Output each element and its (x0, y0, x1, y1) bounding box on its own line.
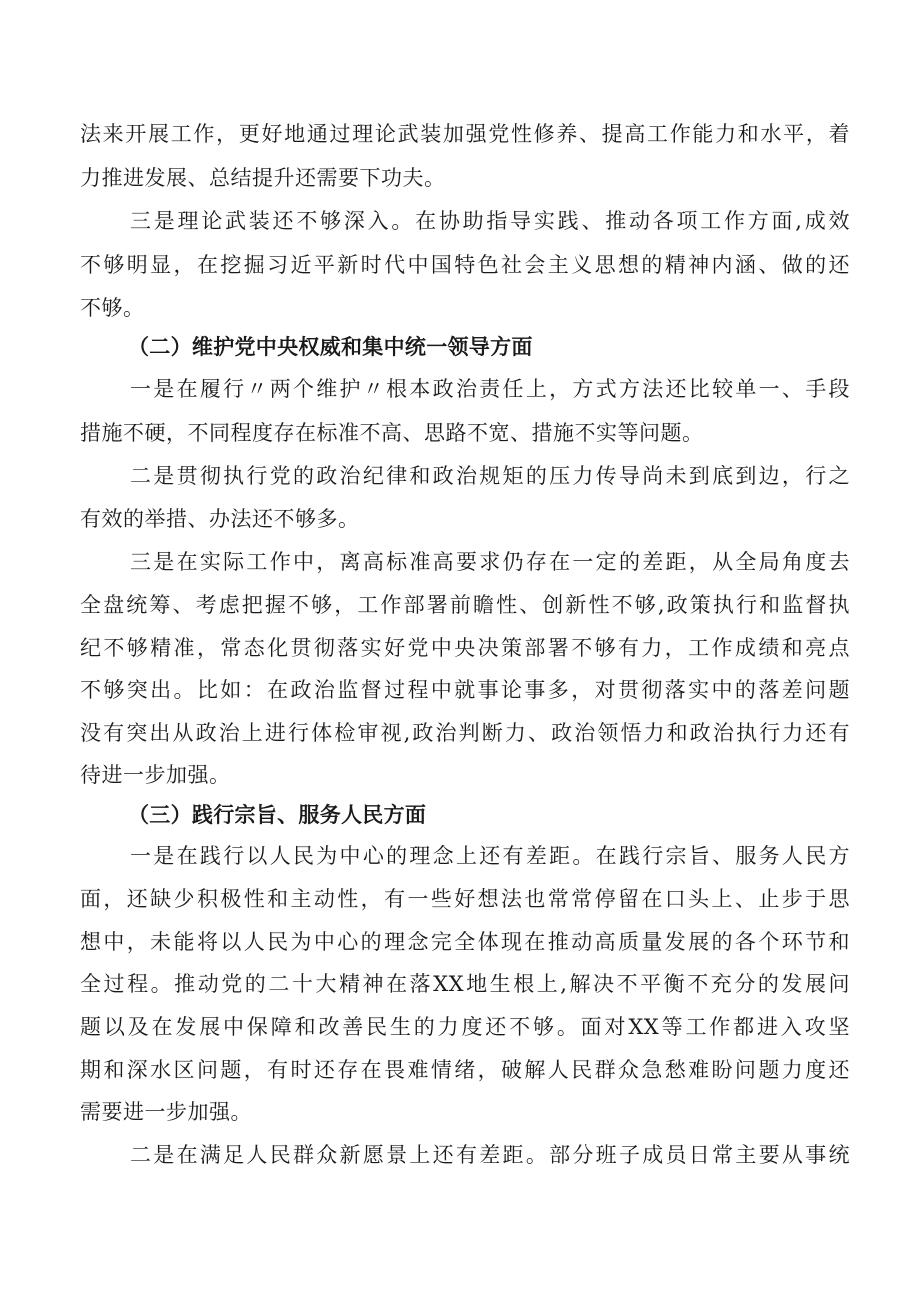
paragraph-line: 需要进一步加强。 (80, 1100, 252, 1124)
paragraph-line: 三是在实际工作中，离高标准高要求仍存在一定的差距，从全局角度去 (130, 550, 850, 574)
paragraph-line: 待进一步加强。 (80, 763, 231, 787)
section-heading: （二）维护党中央权威和集中统一领导方面 (128, 335, 533, 359)
paragraph-line: 题以及在发展中保障和改善民生的力度还不够。面对XX等工作都进入攻坚 (80, 1015, 850, 1039)
paragraph-line: 二是在满足人民群众新愿景上还有差距。部分班子成员日常主要从事统 (130, 1143, 850, 1167)
paragraph-line: 法来开展工作，更好地通过理论武装加强党性修养、提高工作能力和水平，着 (80, 122, 850, 146)
paragraph-line: 不够。 (80, 296, 145, 320)
paragraph-line: 不够明显，在挖掘习近平新时代中国特色社会主义思想的精神内涵、做的还 (80, 253, 850, 277)
paragraph-line: 没有突出从政治上进行体检审视,政治判断力、政治领悟力和政治执行力还有 (80, 721, 850, 745)
paragraph-line: 三是理论武装还不够深入。在协助指导实践、推动各项工作方面,成效 (130, 209, 850, 233)
paragraph-line: 期和深水区问题，有时还存在畏难情绪，破解人民群众急愁难盼问题力度还 (80, 1058, 850, 1082)
paragraph-line: 措施不硬，不同程度存在标准不高、思路不宽、措施不实等问题。 (80, 421, 704, 445)
paragraph-line: 不够突出。比如：在政治监督过程中就事论事多，对贯彻落实中的落差问题 (80, 678, 850, 702)
paragraph-line: 有效的举措、办法还不够多。 (80, 507, 360, 531)
paragraph-line: 想中，未能将以人民为中心的理念完全体现在推动高质量发展的各个环节和 (80, 930, 850, 954)
paragraph-line: 二是贯彻执行党的政治纪律和政治规矩的压力传导尚未到底到边，行之 (130, 464, 850, 488)
paragraph-line: 全盘统筹、考虑把握不够，工作部署前瞻性、创新性不够,政策执行和监督执 (80, 593, 850, 617)
paragraph-line: 面，还缺少积极性和主动性，有一些好想法也常常停留在口头上、止步于思 (80, 887, 850, 911)
section-heading: （三）践行宗旨、服务人民方面 (128, 803, 427, 827)
paragraph-line: 一是在履行〃两个维护〃根本政治责任上，方式方法还比较单一、手段 (130, 377, 850, 401)
paragraph-line: 力推进发展、总结提升还需要下功夫。 (80, 166, 446, 190)
paragraph-line: 全过程。推动党的二十大精神在落XX地生根上,解决不平衡不充分的发展问 (80, 972, 850, 996)
paragraph-line: 一是在践行以人民为中心的理念上还有差距。在践行宗旨、服务人民方 (130, 844, 850, 868)
paragraph-line: 纪不够精准，常态化贯彻落实好党中央决策部署不够有力，工作成绩和亮点 (80, 636, 850, 660)
